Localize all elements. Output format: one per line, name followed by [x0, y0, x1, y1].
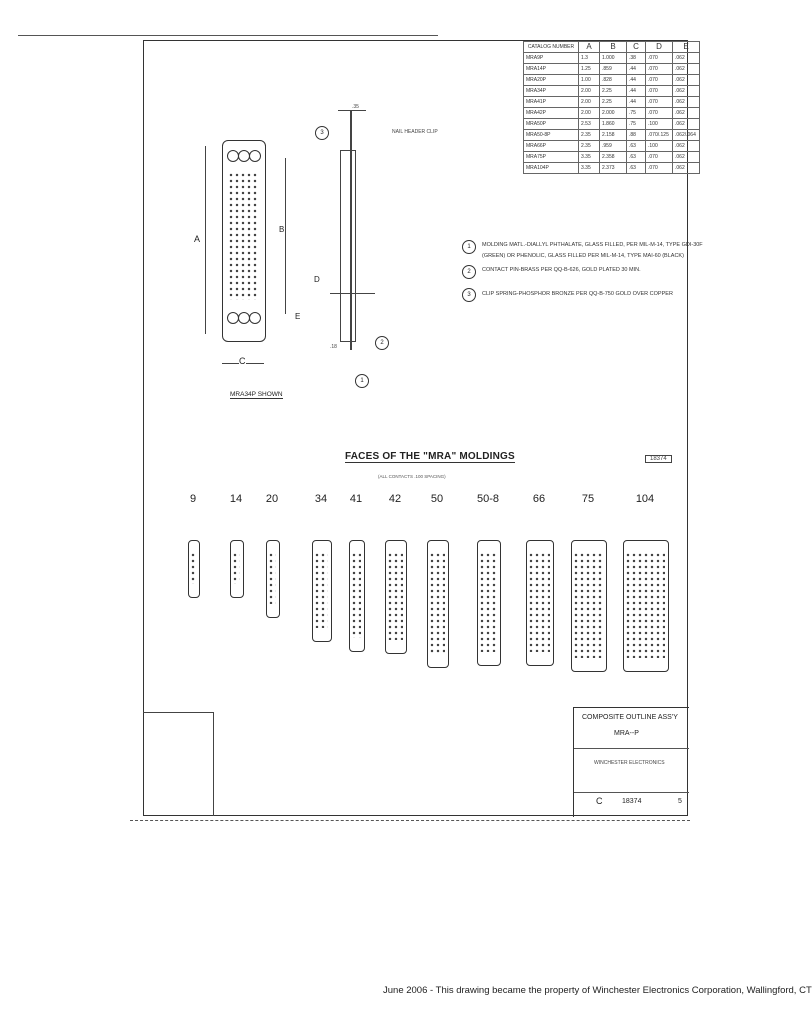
face-size-label: 75: [581, 493, 595, 505]
catalog-cell: 2.358: [600, 152, 627, 163]
face-size-label: 50: [430, 493, 444, 505]
catalog-cell: 1.25: [579, 64, 600, 75]
header-e: E: [673, 42, 700, 53]
catalog-cell: .100: [646, 141, 673, 152]
title-block-title: COMPOSITE OUTLINE ASS'Y: [582, 714, 678, 721]
catalog-cell: .070: [646, 97, 673, 108]
catalog-cell: 2.35: [579, 141, 600, 152]
catalog-row: [524, 130, 700, 141]
catalog-header-row: [524, 42, 700, 53]
pin-line: [330, 293, 375, 294]
face-size-label: 20: [265, 493, 279, 505]
dim-a-label: A: [194, 234, 201, 244]
catalog-cell: 2.35: [579, 130, 600, 141]
catalog-cell: .859: [600, 64, 627, 75]
catalog-cell: 1.00: [579, 75, 600, 86]
face-contact-array: [268, 552, 276, 604]
catalog-cell: .070: [646, 108, 673, 119]
catalog-cell: .828: [600, 75, 627, 86]
header-rule: [18, 35, 438, 36]
revision-block: [143, 712, 214, 816]
catalog-row: [524, 141, 700, 152]
mount-hole-top-right: [249, 150, 261, 162]
catalog-cell: 2.00: [579, 97, 600, 108]
dim-a-line: [205, 146, 206, 334]
catalog-cell: 2.000: [600, 108, 627, 119]
dim-35-line: [338, 110, 366, 111]
faces-subtitle: (ALL CONTACTS .100 SPACING): [378, 474, 446, 479]
catalog-cell: .75: [627, 108, 646, 119]
header-b: B: [600, 42, 627, 53]
catalog-cell: 2.53: [579, 119, 600, 130]
face-size-label: 41: [349, 493, 363, 505]
catalog-cell: 3.35: [579, 163, 600, 174]
catalog-row: [524, 64, 700, 75]
note-1-text: MOLDING MATL.-DIALLYL PHTHALATE, GLASS FILLED, PER MIL-M-14, TYPE GDI-30F: [482, 242, 703, 248]
title-block-drawing-no: 18374: [622, 798, 642, 805]
face-contact-array: [190, 552, 196, 584]
catalog-cell: MRA14P: [524, 64, 579, 75]
face-contact-array: [573, 552, 603, 658]
callout-2: 2: [375, 336, 389, 350]
face-size-label: 104: [635, 493, 655, 505]
catalog-cell: .88: [627, 130, 646, 141]
tb-divider-2: [574, 792, 689, 793]
dim-b-line: [285, 158, 286, 314]
catalog-cell: MRA104P: [524, 163, 579, 174]
catalog-cell: .062: [673, 75, 700, 86]
catalog-cell: .062: [673, 141, 700, 152]
catalog-cell: .44: [627, 86, 646, 97]
catalog-cell: .070: [646, 64, 673, 75]
mount-hole-bottom-right: [249, 312, 261, 324]
catalog-cell: .062: [673, 119, 700, 130]
catalog-cell: .75: [627, 119, 646, 130]
note-2-marker: 2: [462, 265, 476, 279]
catalog-cell: .100: [646, 119, 673, 130]
face-size-label: 34: [314, 493, 328, 505]
catalog-cell: .070/.125: [646, 130, 673, 141]
side-drawing-no: 18374: [645, 455, 672, 463]
catalog-row: [524, 152, 700, 163]
catalog-cell: MRA50-8P: [524, 130, 579, 141]
catalog-cell: .070: [646, 163, 673, 174]
face-contact-array: [314, 552, 328, 628]
catalog-cell: 2.00: [579, 108, 600, 119]
catalog-cell: 2.25: [600, 86, 627, 97]
faces-title: FACES OF THE "MRA" MOLDINGS: [345, 451, 515, 462]
catalog-cell: 1.3: [579, 53, 600, 64]
catalog-cell: MRA50P: [524, 119, 579, 130]
catalog-cell: 2.158: [600, 130, 627, 141]
nail-header-clip-label: NAIL HEADER CLIP: [392, 129, 438, 135]
face-size-label: 66: [532, 493, 546, 505]
face-size-label: 50-8: [476, 493, 500, 505]
catalog-cell: .062: [673, 86, 700, 97]
tb-divider-1: [574, 748, 689, 749]
note-3-marker: 3: [462, 288, 476, 302]
catalog-cell: MRA75P: [524, 152, 579, 163]
catalog-cell: .062: [673, 163, 700, 174]
catalog-cell: 2.373: [600, 163, 627, 174]
title-block-sheet: 5: [678, 798, 682, 805]
catalog-cell: MRA41P: [524, 97, 579, 108]
catalog-row: [524, 163, 700, 174]
face-contact-array: [232, 552, 240, 584]
face-contact-array: [429, 552, 445, 654]
catalog-row: [524, 97, 700, 108]
catalog-row: [524, 86, 700, 97]
catalog-cell: .070: [646, 86, 673, 97]
face-size-label: 14: [229, 493, 243, 505]
note-1-text-cont: (GREEN) OR PHENOLIC, GLASS FILLED PER MIL-M-14, TYPE MAI-60 (BLACK): [482, 253, 684, 259]
catalog-row: [524, 108, 700, 119]
face-size-label: 9: [189, 493, 197, 505]
face-contact-array: [387, 552, 403, 640]
catalog-cell: .062: [673, 64, 700, 75]
dim-18-label: .18: [330, 344, 337, 350]
catalog-cell: .63: [627, 163, 646, 174]
catalog-cell: .44: [627, 75, 646, 86]
callout-1: 1: [355, 374, 369, 388]
contact-array: [228, 172, 258, 300]
callout-3: 3: [315, 126, 329, 140]
catalog-cell: .062: [673, 53, 700, 64]
catalog-cell: .63: [627, 152, 646, 163]
catalog-cell: .63: [627, 141, 646, 152]
title-block: [573, 707, 689, 817]
catalog-table: [523, 41, 700, 174]
catalog-row: [524, 75, 700, 86]
catalog-cell: .062/.064: [673, 130, 700, 141]
catalog-cell: .062: [673, 108, 700, 119]
side-body: [340, 150, 356, 342]
face-contact-array: [479, 552, 497, 652]
catalog-cell: 1.860: [600, 119, 627, 130]
title-block-company: WINCHESTER ELECTRONICS: [594, 760, 665, 766]
catalog-cell: .959: [600, 141, 627, 152]
dim-35-label: .35: [352, 104, 359, 110]
dim-e-label: E: [295, 312, 301, 321]
catalog-row: [524, 119, 700, 130]
dim-c-label: C: [239, 356, 246, 366]
header-d: D: [646, 42, 673, 53]
catalog-cell: .062: [673, 97, 700, 108]
catalog-cell: MRA20P: [524, 75, 579, 86]
catalog-cell: .062: [673, 152, 700, 163]
catalog-cell: MRA42P: [524, 108, 579, 119]
ownership-footer: June 2006 - This drawing became the property of Winchester Electronics Corporation, Wallingford, CT: [383, 985, 812, 996]
shown-label: MRA34P SHOWN: [230, 391, 283, 398]
title-block-size: C: [596, 796, 603, 806]
header-catalog-number: CATALOG NUMBER: [524, 42, 579, 53]
face-contact-array: [351, 552, 361, 638]
catalog-cell: .44: [627, 97, 646, 108]
title-block-part: MRA--P: [614, 730, 639, 737]
catalog-cell: MRA66P: [524, 141, 579, 152]
face-size-label: 42: [388, 493, 402, 505]
face-contact-array: [625, 552, 665, 658]
note-3-text: CLIP SPRING-PHOSPHOR BRONZE PER QQ-B-750 GOLD OVER COPPER: [482, 291, 673, 297]
catalog-cell: 1.000: [600, 53, 627, 64]
face-contact-array: [528, 552, 550, 652]
catalog-cell: .070: [646, 53, 673, 64]
catalog-cell: .44: [627, 64, 646, 75]
bottom-dashed-rule: [130, 820, 690, 821]
catalog-cell: .070: [646, 75, 673, 86]
catalog-cell: .070: [646, 152, 673, 163]
dim-b-label: B: [279, 225, 285, 234]
catalog-cell: MRA34P: [524, 86, 579, 97]
catalog-cell: 3.35: [579, 152, 600, 163]
catalog-cell: 2.25: [600, 97, 627, 108]
catalog-cell: 2.00: [579, 86, 600, 97]
note-1-marker: 1: [462, 240, 476, 254]
note-2-text: CONTACT PIN-BRASS PER QQ-B-626, GOLD PLATED 30 MIN.: [482, 267, 641, 273]
catalog-cell: .38: [627, 53, 646, 64]
dim-d-label: D: [314, 275, 320, 284]
catalog-cell: MRA9P: [524, 53, 579, 64]
header-a: A: [579, 42, 600, 53]
header-c: C: [627, 42, 646, 53]
catalog-row: [524, 53, 700, 64]
